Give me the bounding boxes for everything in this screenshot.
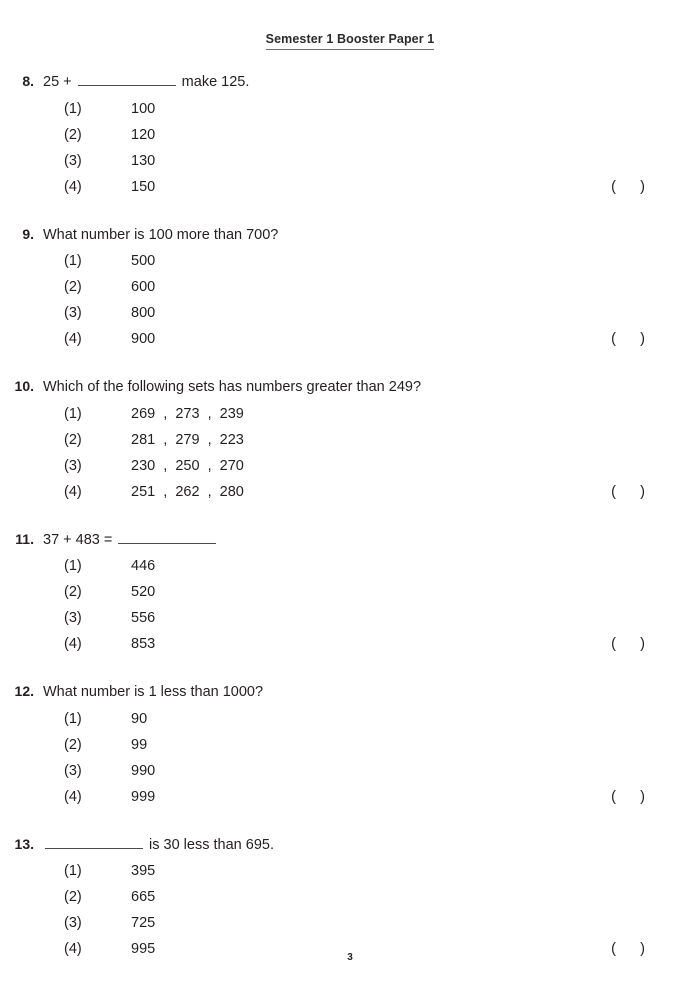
option-label: (1): [64, 558, 82, 575]
option-row[interactable]: [0, 706, 700, 732]
option-value: 251 , 262 , 280: [131, 483, 244, 500]
option-label: (3): [64, 915, 82, 932]
option-label: (3): [64, 610, 82, 627]
question-text: [34, 683, 263, 703]
option-row[interactable]: [0, 858, 700, 884]
question-number: 11.: [15, 530, 34, 547]
question-number: 8.: [22, 73, 34, 89]
option-label: (4): [64, 178, 82, 195]
option-list: [0, 706, 700, 810]
option-value: 281 , 279 , 223: [131, 431, 244, 448]
option-row[interactable]: [0, 732, 700, 758]
option-value: 90: [131, 710, 148, 727]
option-label: (4): [64, 788, 82, 805]
question-number: 9.: [22, 225, 34, 242]
answer-blank-line[interactable]: [45, 836, 143, 849]
option-value: 999: [131, 788, 156, 805]
option-list: [0, 401, 700, 505]
option-label: (2): [64, 889, 82, 906]
question-text-after-blank: make 125.: [177, 74, 250, 90]
option-row[interactable]: [0, 174, 700, 200]
option-row[interactable]: [0, 479, 700, 505]
option-label: (4): [64, 636, 82, 653]
question-number: 13.: [14, 835, 34, 852]
question-block: [0, 683, 700, 810]
option-value: 600: [131, 279, 156, 296]
answer-bracket[interactable]: ( ): [611, 331, 645, 348]
option-value: 269 , 273 , 239: [131, 405, 244, 422]
question-text: [34, 378, 421, 398]
option-row[interactable]: [0, 453, 700, 479]
option-label: (1): [64, 405, 82, 422]
option-value: 230 , 250 , 270: [131, 457, 244, 474]
option-label: (2): [64, 431, 82, 448]
page-title: Semester 1 Booster Paper 1: [266, 32, 435, 50]
option-list: [0, 96, 700, 200]
question-text-before-blank: What number is 1 less than 1000?: [43, 684, 264, 701]
option-value: 995: [131, 941, 156, 958]
option-value: 990: [131, 762, 156, 779]
question-text: [34, 73, 249, 93]
option-value: 725: [131, 915, 156, 932]
option-label: (2): [64, 279, 82, 296]
answer-bracket[interactable]: ( ): [611, 483, 645, 500]
option-row[interactable]: [0, 910, 700, 936]
option-row[interactable]: [0, 784, 700, 810]
option-value: 99: [131, 736, 148, 753]
option-row[interactable]: [0, 579, 700, 605]
option-label: (2): [64, 126, 82, 143]
question-text-before-blank: What number is 100 more than 700?: [43, 226, 279, 243]
option-value: 150: [131, 178, 156, 195]
option-value: 853: [131, 636, 156, 653]
option-value: 130: [131, 152, 156, 169]
question-head: [0, 531, 700, 551]
option-list: [0, 553, 700, 657]
question-block: [0, 226, 700, 353]
question-head: [0, 73, 700, 93]
question-text-after-blank: is 30 less than 695.: [145, 836, 274, 853]
option-label: (1): [64, 863, 82, 880]
question-block: [0, 531, 700, 658]
option-row[interactable]: [0, 605, 700, 631]
answer-bracket[interactable]: ( ): [611, 941, 645, 958]
answer-bracket[interactable]: ( ): [611, 178, 645, 195]
question-number: 12.: [14, 683, 34, 700]
question-head: [0, 378, 700, 398]
option-label: (4): [64, 331, 82, 348]
question-head: [0, 226, 700, 246]
option-value: 395: [131, 863, 156, 880]
question-text-before-blank: Which of the following sets has numbers greater than 249?: [43, 379, 422, 396]
option-label: (3): [64, 305, 82, 322]
option-label: (2): [64, 736, 82, 753]
option-row[interactable]: [0, 427, 700, 453]
option-value: 665: [131, 889, 156, 906]
option-label: (3): [64, 152, 82, 169]
option-row[interactable]: [0, 274, 700, 300]
option-row[interactable]: [0, 884, 700, 910]
option-row[interactable]: [0, 553, 700, 579]
option-label: (1): [64, 100, 82, 117]
answer-bracket[interactable]: ( ): [611, 636, 645, 653]
option-label: (3): [64, 457, 82, 474]
question-block: [0, 73, 700, 200]
questions-list: [0, 73, 700, 988]
option-value: 556: [131, 610, 156, 627]
option-value: 100: [131, 100, 156, 117]
option-row[interactable]: [0, 631, 700, 657]
answer-bracket[interactable]: ( ): [611, 788, 645, 805]
option-value: 900: [131, 331, 156, 348]
question-block: [0, 378, 700, 505]
answer-blank-line[interactable]: [118, 531, 216, 544]
question-text: [34, 226, 278, 246]
page-header: [0, 30, 700, 50]
option-list: [0, 248, 700, 352]
option-label: (2): [64, 584, 82, 601]
option-row[interactable]: [0, 401, 700, 427]
option-label: (1): [64, 710, 82, 727]
option-row[interactable]: [0, 148, 700, 174]
option-label: (4): [64, 483, 82, 500]
question-number: 10.: [14, 378, 34, 395]
option-row[interactable]: [0, 122, 700, 148]
option-label: (4): [64, 941, 82, 958]
question-head: [0, 683, 700, 703]
option-label: (1): [64, 253, 82, 270]
option-value: 800: [131, 305, 156, 322]
option-row[interactable]: [0, 326, 700, 352]
option-value: 446: [131, 558, 156, 575]
option-value: 120: [131, 126, 156, 143]
answer-blank-line[interactable]: [78, 73, 176, 86]
question-text: [34, 531, 218, 551]
question-head: [0, 836, 700, 856]
question-text: [34, 836, 274, 856]
option-value: 520: [131, 584, 156, 601]
question-text-before-blank: 37 + 483 =: [43, 531, 117, 548]
option-row[interactable]: [0, 758, 700, 784]
option-label: (3): [64, 762, 82, 779]
question-text-before-blank: 25 +: [43, 74, 76, 90]
question-block: [0, 836, 700, 963]
option-row[interactable]: [0, 248, 700, 274]
option-row[interactable]: [0, 300, 700, 326]
option-value: 500: [131, 253, 156, 270]
page-number: 3: [347, 952, 353, 963]
page-footer: [0, 947, 700, 965]
option-row[interactable]: [0, 96, 700, 122]
